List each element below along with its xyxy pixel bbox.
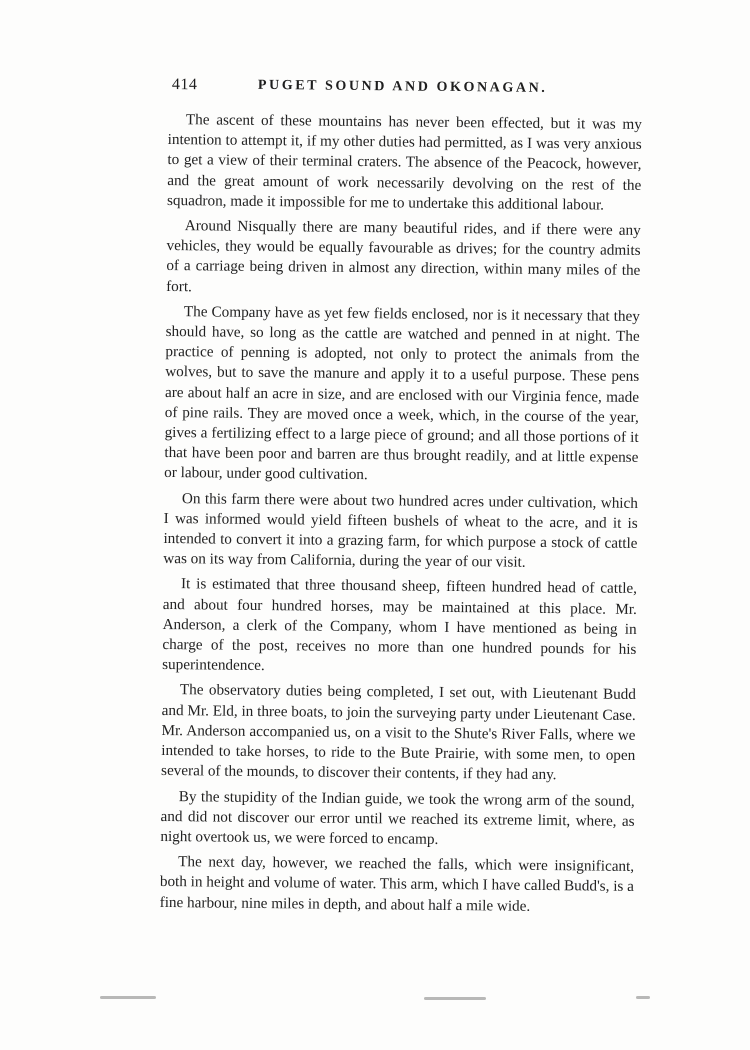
scan-edge-mark-center: [424, 997, 486, 1000]
paragraph: It is estimated that three thousand sheep, fifteen hundred head of cattle, and about four hundred horses, may be maintained at this place. Mr. Anderson, a clerk of the Company, whom I have mentioned as being in charge of the post, receives no more than one hundred pounds for his superintendence.: [162, 575, 638, 675]
running-title: PUGET SOUND AND OKONAGAN.: [257, 77, 548, 96]
paragraph: The ascent of these mountains has never been effected, but it was my intention to attempt it, if my other duties had permitted, as I was very anxious to get a view of their terminal craters. The absence of the Peacock, however, and the great amount of work necessarily devolving on the rest of the squadron, made it impossible for me to undertake this additional labour.: [166, 111, 642, 214]
scan-edge-mark-right: [636, 996, 650, 999]
paragraph: The next day, however, we reached the falls, which were insignificant, both in height and volume of water. This arm, which I have called Budd's, is a fine harbour, nine miles in depth, and about half a mile wide.: [159, 853, 635, 915]
paragraph: The observatory duties being completed, I set out, with Lieutenant Budd and Mr. Eld, in three boats, to join the surveying party under Lieutenant Case. Mr. Anderson accompanied us, on a visit to the Shute's River Falls, where we intended to take horses, to ride to the Bute Prairie, with some men, to open several of the mounds, to discover their contents, if they had any.: [160, 681, 636, 784]
paragraph: By the stupidity of the Indian guide, we took the wrong arm of the sound, and did not discover our error until we reached its extreme limit, where, as night overtook us, we were forced to encamp.: [160, 787, 635, 848]
body-text: [160, 110, 642, 923]
paragraph: Around Nisqually there are many beautiful rides, and if there were any vehicles, they would be equally favourable as drives; for the country admits of a carriage being driven in almost any direction, within many miles of the fort.: [166, 217, 641, 295]
page-number: 414: [171, 76, 198, 94]
paragraph: On this farm there were about two hundred acres under cultivation, which I was informed would yield fifteen bushels of wheat to the acre, and it is intended to convert it into a grazing farm, for which purpose a stock of cattle was on its way from California, during the year of our visit.: [163, 489, 638, 572]
scan-edge-mark-left: [100, 996, 156, 999]
page-header: [172, 76, 644, 105]
paragraph: The Company have as yet few fields enclosed, nor is it necessary that they should have, so long as the cattle are watched and penned in at night. The practice of penning is adopted, not only to protect the animals from the wolves, but to save the manure and apply it to a useful purpose. These pens are about half an acre in size, and are enclosed with our Virginia fence, made of pine rails. They are moved once a week, which, in the course of the year, gives a fertilizing effect to a large piece of ground; and all those portions of it that have been poor and barren are thus brought readily, and at little expense or labour, under good cultivation.: [164, 303, 640, 484]
